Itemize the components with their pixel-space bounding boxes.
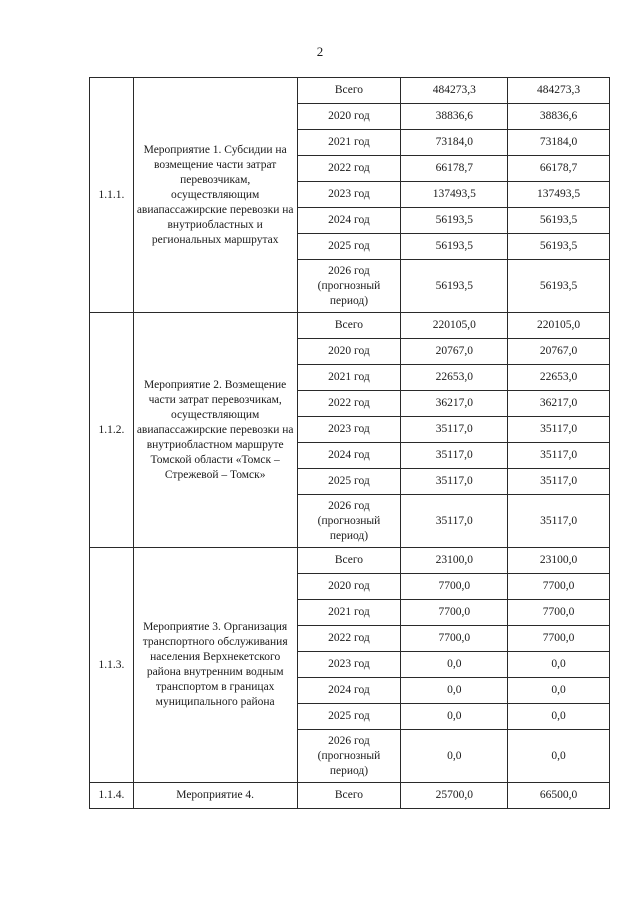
value-cell: 35117,0 <box>401 495 508 548</box>
value-cell: 66500,0 <box>508 783 610 809</box>
value-cell: 56193,5 <box>401 234 508 260</box>
value-cell: 220105,0 <box>401 313 508 339</box>
year-cell: 2024 год <box>297 678 401 704</box>
section-number: 1.1.4. <box>90 783 134 809</box>
value-cell: 35117,0 <box>401 469 508 495</box>
value-cell: 0,0 <box>508 730 610 783</box>
value-cell: 220105,0 <box>508 313 610 339</box>
value-cell: 35117,0 <box>508 443 610 469</box>
value-cell: 36217,0 <box>508 391 610 417</box>
year-cell: 2024 год <box>297 443 401 469</box>
value-cell: 20767,0 <box>508 339 610 365</box>
section-name: Мероприятие 2. Возмещение части затрат перевозчикам, осуществляющим авиапассажирские перевозки на внутриобластном маршруте Томской области «Томск – Стрежевой – Томск» <box>133 313 297 548</box>
value-cell: 0,0 <box>401 730 508 783</box>
section-number: 1.1.2. <box>90 313 134 548</box>
table-row <box>90 313 610 339</box>
value-cell: 38836,6 <box>508 104 610 130</box>
value-cell: 23100,0 <box>401 548 508 574</box>
year-cell: 2025 год <box>297 234 401 260</box>
table-row <box>90 548 610 574</box>
funding-table <box>89 77 610 809</box>
year-cell: Всего <box>297 313 401 339</box>
year-cell: 2026 год (прогнозный период) <box>297 260 401 313</box>
value-cell: 7700,0 <box>401 600 508 626</box>
year-cell: 2022 год <box>297 156 401 182</box>
value-cell: 7700,0 <box>401 574 508 600</box>
value-cell: 56193,5 <box>508 260 610 313</box>
value-cell: 0,0 <box>401 704 508 730</box>
section-name: Мероприятие 1. Субсидии на возмещение части затрат перевозчикам, осуществляющим авиапассажирские перевозки на внутриобластных и региональных маршрутах <box>133 78 297 313</box>
value-cell: 7700,0 <box>508 574 610 600</box>
year-cell: 2021 год <box>297 365 401 391</box>
value-cell: 137493,5 <box>401 182 508 208</box>
value-cell: 25700,0 <box>401 783 508 809</box>
value-cell: 38836,6 <box>401 104 508 130</box>
year-cell: 2023 год <box>297 652 401 678</box>
page-number: 2 <box>316 44 324 59</box>
value-cell: 7700,0 <box>508 626 610 652</box>
value-cell: 0,0 <box>401 678 508 704</box>
value-cell: 0,0 <box>508 652 610 678</box>
year-cell: 2025 год <box>297 469 401 495</box>
value-cell: 20767,0 <box>401 339 508 365</box>
year-cell: 2021 год <box>297 130 401 156</box>
year-cell: 2020 год <box>297 339 401 365</box>
value-cell: 0,0 <box>508 678 610 704</box>
section-name: Мероприятие 4. <box>133 783 297 809</box>
year-cell: 2023 год <box>297 417 401 443</box>
value-cell: 484273,3 <box>508 78 610 104</box>
year-cell: 2020 год <box>297 104 401 130</box>
value-cell: 22653,0 <box>401 365 508 391</box>
section-number: 1.1.1. <box>90 78 134 313</box>
value-cell: 35117,0 <box>508 417 610 443</box>
value-cell: 66178,7 <box>508 156 610 182</box>
value-cell: 73184,0 <box>508 130 610 156</box>
value-cell: 7700,0 <box>508 600 610 626</box>
year-cell: 2024 год <box>297 208 401 234</box>
year-cell: 2022 год <box>297 391 401 417</box>
value-cell: 56193,5 <box>401 260 508 313</box>
table-row <box>90 783 610 809</box>
value-cell: 35117,0 <box>401 443 508 469</box>
value-cell: 66178,7 <box>401 156 508 182</box>
value-cell: 22653,0 <box>508 365 610 391</box>
year-cell: Всего <box>297 783 401 809</box>
value-cell: 56193,5 <box>508 234 610 260</box>
year-cell: 2021 год <box>297 600 401 626</box>
year-cell: Всего <box>297 78 401 104</box>
section-number: 1.1.3. <box>90 548 134 783</box>
year-cell: Всего <box>297 548 401 574</box>
value-cell: 7700,0 <box>401 626 508 652</box>
year-cell: 2026 год (прогнозный период) <box>297 730 401 783</box>
year-cell: 2025 год <box>297 704 401 730</box>
value-cell: 484273,3 <box>401 78 508 104</box>
value-cell: 137493,5 <box>508 182 610 208</box>
value-cell: 35117,0 <box>508 469 610 495</box>
value-cell: 0,0 <box>401 652 508 678</box>
year-cell: 2020 год <box>297 574 401 600</box>
value-cell: 56193,5 <box>508 208 610 234</box>
year-cell: 2023 год <box>297 182 401 208</box>
value-cell: 35117,0 <box>401 417 508 443</box>
table-row <box>90 78 610 104</box>
value-cell: 36217,0 <box>401 391 508 417</box>
value-cell: 56193,5 <box>401 208 508 234</box>
value-cell: 0,0 <box>508 704 610 730</box>
value-cell: 23100,0 <box>508 548 610 574</box>
year-cell: 2022 год <box>297 626 401 652</box>
year-cell: 2026 год (прогнозный период) <box>297 495 401 548</box>
section-name: Мероприятие 3. Организация транспортного обслуживания населения Верхнекетского района внутренним водным транспортом в границах муниципального района <box>133 548 297 783</box>
value-cell: 35117,0 <box>508 495 610 548</box>
value-cell: 73184,0 <box>401 130 508 156</box>
